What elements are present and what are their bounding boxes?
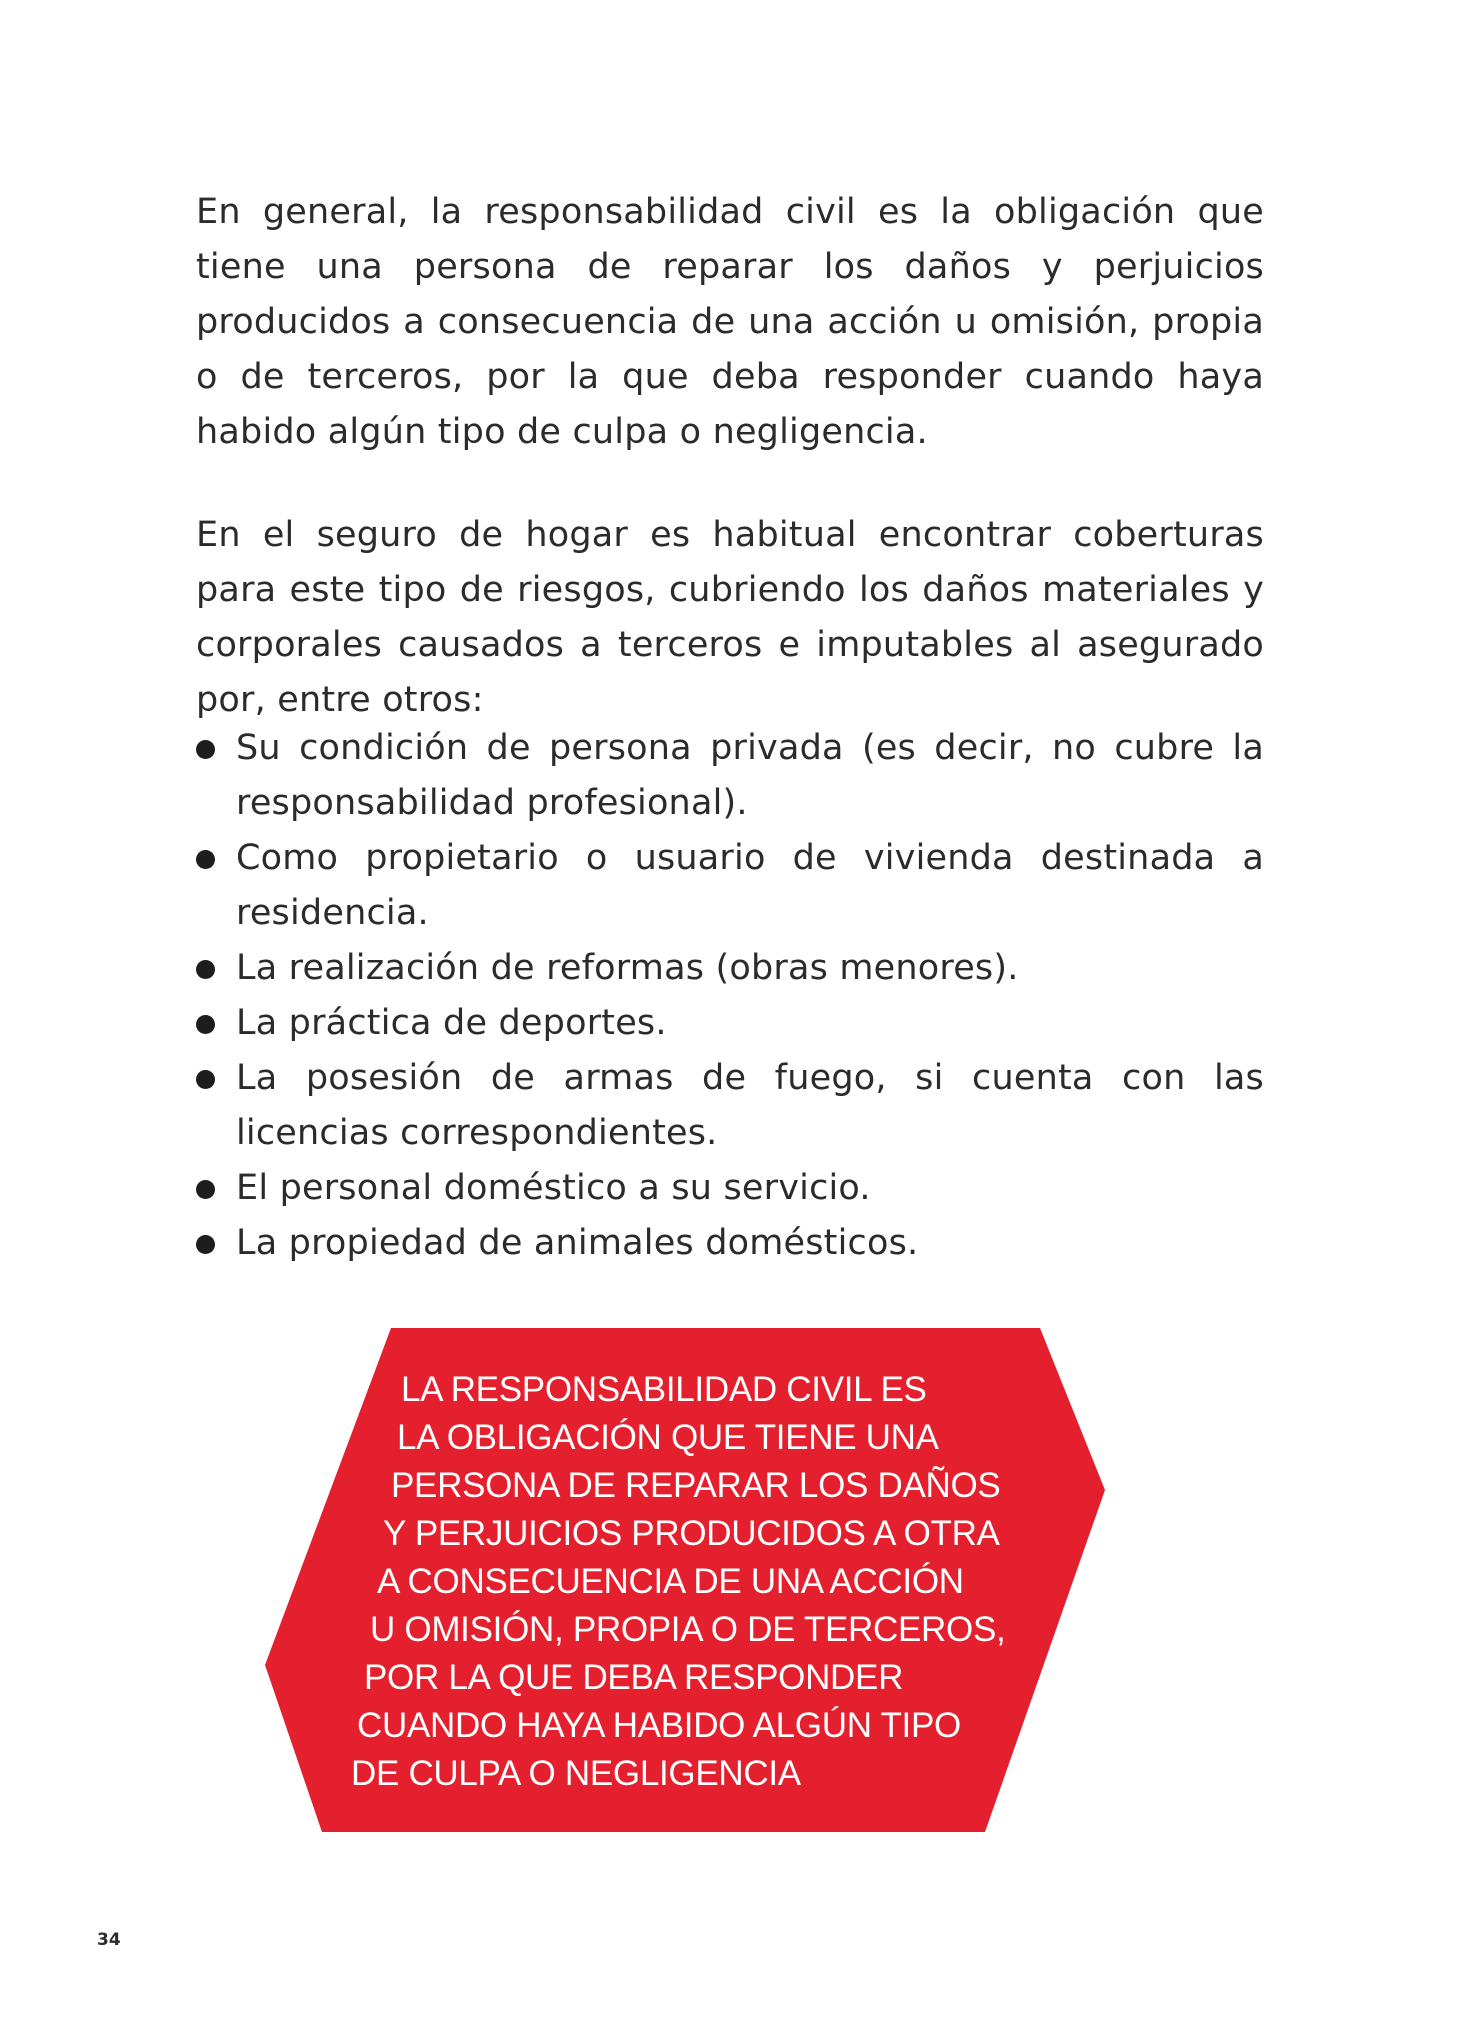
bullet-icon [196, 850, 215, 869]
list-item-text: La práctica de deportes. [236, 1003, 667, 1043]
page-number: 34 [97, 1930, 121, 1950]
list-item-text: El personal doméstico a su servicio. [236, 1168, 871, 1208]
list-item [196, 1051, 1264, 1161]
list-item-text: La posesión de armas de fuego, si cuenta con las licencias correspondientes. [236, 1058, 1264, 1153]
list-item [196, 1216, 1264, 1271]
bullet-icon [196, 1015, 215, 1034]
list-item-text: Como propietario o usuario de vivienda destinada a residencia. [236, 838, 1264, 933]
list-item [196, 996, 1264, 1051]
callout-line: DE CULPA O NEGLIGENCIA [351, 1754, 801, 1793]
list-item [196, 831, 1264, 941]
callout-line: A CONSECUENCIA DE UNA ACCIÓN [377, 1562, 964, 1601]
callout-line: U OMISIÓN, PROPIA O DE TERCEROS, [370, 1610, 1006, 1649]
list-item [196, 941, 1264, 996]
list-item [196, 721, 1264, 831]
list-item-text: La propiedad de animales domésticos. [236, 1223, 919, 1263]
callout-line: CUANDO HAYA HABIDO ALGÚN TIPO [357, 1706, 961, 1745]
list-item [196, 1161, 1264, 1216]
bullet-icon [196, 1235, 215, 1254]
bullet-icon [196, 740, 215, 759]
callout-line: Y PERJUICIOS PRODUCIDOS A OTRA [383, 1514, 1000, 1553]
bullet-icon [196, 960, 215, 979]
callout-line: PERSONA DE REPARAR LOS DAÑOS [391, 1466, 1001, 1505]
callout-line: LA OBLIGACIÓN QUE TIENE UNA [397, 1418, 939, 1457]
callout-line: LA RESPONSABILIDAD CIVIL ES [401, 1370, 927, 1409]
coverage-paragraph: En el seguro de hogar es habitual encontrar coberturas para este tipo de riesgos, cubriendo los daños materiales y corporales causados a terceros e imputables al asegurado por, entre otros: [196, 515, 1264, 720]
callout-line: POR LA QUE DEBA RESPONDER [364, 1658, 904, 1697]
bullet-icon [196, 1070, 215, 1089]
coverage-list [196, 721, 1264, 1271]
list-item-text: Su condición de persona privada (es decir, no cubre la responsabilidad profesional). [236, 728, 1264, 823]
list-item-text: La realización de reformas (obras menores). [236, 948, 1019, 988]
bullet-icon [196, 1180, 215, 1199]
intro-paragraph: En general, la responsabilidad civil es la obligación que tiene una persona de reparar los daños y perjuicios producidos a consecuencia de una acción u omisión, propia o de terceros, por la que deba responder cuando haya habido algún tipo de culpa o negligencia. [196, 192, 1264, 452]
callout-box [265, 1325, 1105, 1835]
